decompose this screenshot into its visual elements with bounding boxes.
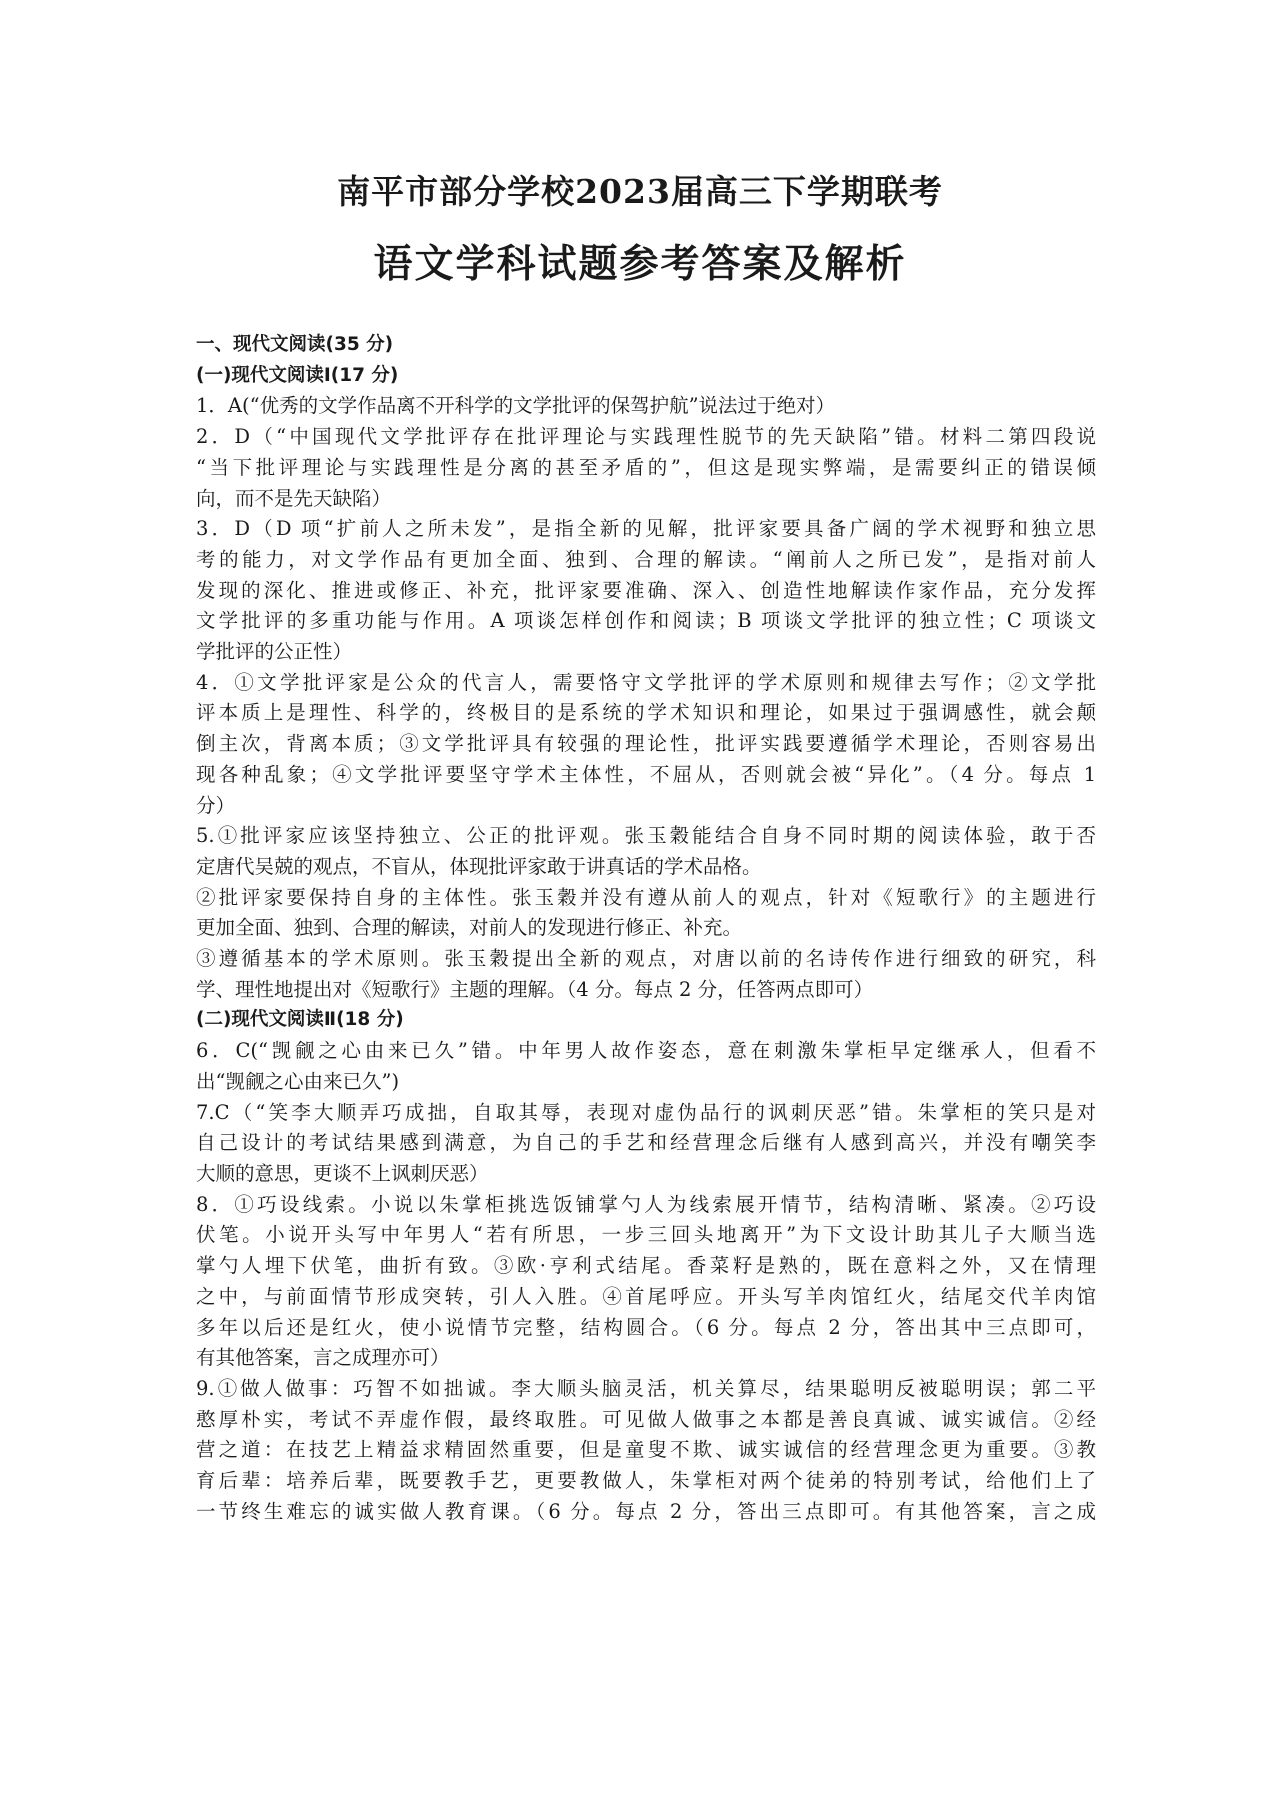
text-line: 9.①做人做事：巧智不如拙诚。李大顺头脑灵活，机关算尽，结果聪明反被聪明误；郭二平 <box>196 1376 1096 1400</box>
text-line: 多年以后还是红火，使小说情节完整，结构圆合。（6 分。每点 2 分，答出其中三点即可， <box>196 1315 1096 1339</box>
text-line: 7.C（“笑李大顺弄巧成拙，自取其辱，表现对虚伪品行的讽刺厌恶”错。朱掌柜的笑只是对 <box>196 1100 1096 1124</box>
text-line: 一节终生难忘的诚实做人教育课。（6 分。每点 2 分，答出三点即可。有其他答案，言之成 <box>196 1499 1096 1523</box>
text-line: “当下批评理论与实践理性是分离的甚至矛盾的”，但这是现实弊端，是需要纠正的错误倾 <box>196 455 1096 479</box>
text-line: ③遵循基本的学术原则。张玉穀提出全新的观点，对唐以前的名诗传作进行细致的研究，科 <box>196 947 1096 971</box>
text-line: 大顺的意思，更谈不上讽刺厌恶） <box>196 1161 489 1185</box>
text-line: 向，而不是先天缺陷） <box>196 486 392 510</box>
text-line: 发现的深化、推进或修正、补充，批评家要准确、深入、创造性地解读作家作品，充分发挥 <box>196 578 1096 602</box>
text-line: 1．A(“优秀的文学作品离不开科学的文学批评的保驾护航”说法过于绝对） <box>196 394 836 418</box>
text-line: 4．①文学批评家是公众的代言人，需要恪守文学批评的学术原则和规律去写作；②文学批 <box>196 670 1096 694</box>
text-line: 出“觊觎之心由来已久”) <box>196 1069 400 1093</box>
text-line: 学、理性地提出对《短歌行》主题的理解。（4 分。每点 2 分，任答两点即可） <box>196 977 874 1001</box>
section-heading: (二)现代文阅读Ⅱ(18 分) <box>196 1009 404 1031</box>
document-title: 南平市部分学校2023届高三下学期联考 <box>337 172 943 211</box>
text-line: 3．D（D 项“扩前人之所未发”，是指全新的见解，批评家要具备广阔的学术视野和独立思 <box>196 517 1096 541</box>
text-line: 8．①巧设线索。小说以朱掌柜挑选饭铺掌勺人为线索展开情节，结构清晰、紧凑。②巧设 <box>196 1192 1096 1216</box>
text-line: 考的能力，对文学作品有更加全面、独到、合理的解读。“阐前人之所已发”，是指对前人 <box>196 547 1096 571</box>
text-line: 伏笔。小说开头写中年男人“若有所思，一步三回头地离开”为下文设计助其儿子大顺当选 <box>196 1223 1096 1247</box>
text-line: 营之道：在技艺上精益求精固然重要，但是童叟不欺、诚实诚信的经营理念更为重要。③教 <box>196 1438 1096 1462</box>
section-heading: (一)现代文阅读Ⅰ(17 分) <box>196 364 399 386</box>
text-line: 憨厚朴实，考试不弄虚作假，最终取胜。可见做人做事之本都是善良真诚、诚实诚信。②经 <box>196 1407 1096 1431</box>
text-line: 评本质上是理性、科学的，终极目的是系统的学术知识和理论，如果过于强调感性，就会颠 <box>196 701 1096 725</box>
text-line: 掌勺人埋下伏笔，曲折有致。③欧·亨利式结尾。香菜籽是熟的，既在意料之外，又在情理 <box>196 1254 1096 1278</box>
text-line: 学批评的公正性） <box>196 640 353 664</box>
section-heading: 一、现代文阅读(35 分) <box>196 334 394 355</box>
text-line: 有其他答案，言之成理亦可） <box>196 1346 450 1370</box>
text-line: 育后辈：培养后辈，既要教手艺，更要教做人，朱掌柜对两个徒弟的特别考试，给他们上了 <box>196 1469 1096 1493</box>
text-line: 5.①批评家应该坚持独立、公正的批评观。张玉穀能结合自身不同时期的阅读体验，敢于否 <box>196 824 1096 848</box>
text-line: 自己设计的考试结果感到满意，为自己的手艺和经营理念后继有人感到高兴，并没有嘲笑李 <box>196 1131 1096 1155</box>
text-line: 2．D（“中国现代文学批评存在批评理论与实践理性脱节的先天缺陷”错。材料二第四段说 <box>196 425 1096 449</box>
text-line: 6．C(“觊觎之心由来已久”错。中年男人故作姿态，意在刺激朱掌柜早定继承人，但看不 <box>196 1039 1096 1063</box>
text-line: ②批评家要保持自身的主体性。张玉穀并没有遵从前人的观点，针对《短歌行》的主题进行 <box>196 885 1096 909</box>
text-line: 之中，与前面情节形成突转，引人入胜。④首尾呼应。开头写羊肉馆红火，结尾交代羊肉馆 <box>196 1284 1096 1308</box>
text-line: 文学批评的多重功能与作用。A 项谈怎样创作和阅读；B 项谈文学批评的独立性；C 项谈文 <box>196 609 1096 633</box>
text-line: 倒主次，背离本质；③文学批评具有较强的理论性，批评实践要遵循学术理论，否则容易出 <box>196 732 1096 756</box>
text-line: 分） <box>196 793 236 817</box>
text-line: 现各种乱象；④文学批评要坚守学术主体性，不屈从，否则就会被“异化”。（4 分。每点 1 <box>196 762 1096 786</box>
answer-body <box>196 330 1096 1527</box>
text-line: 更加全面、独到、合理的解读，对前人的发现进行修正、补充。 <box>196 916 743 940</box>
text-line: 定唐代吴兢的观点，不盲从，体现批评家敢于讲真话的学术品格。 <box>196 854 762 878</box>
document-subtitle: 语文学科试题参考答案及解析 <box>373 242 907 287</box>
